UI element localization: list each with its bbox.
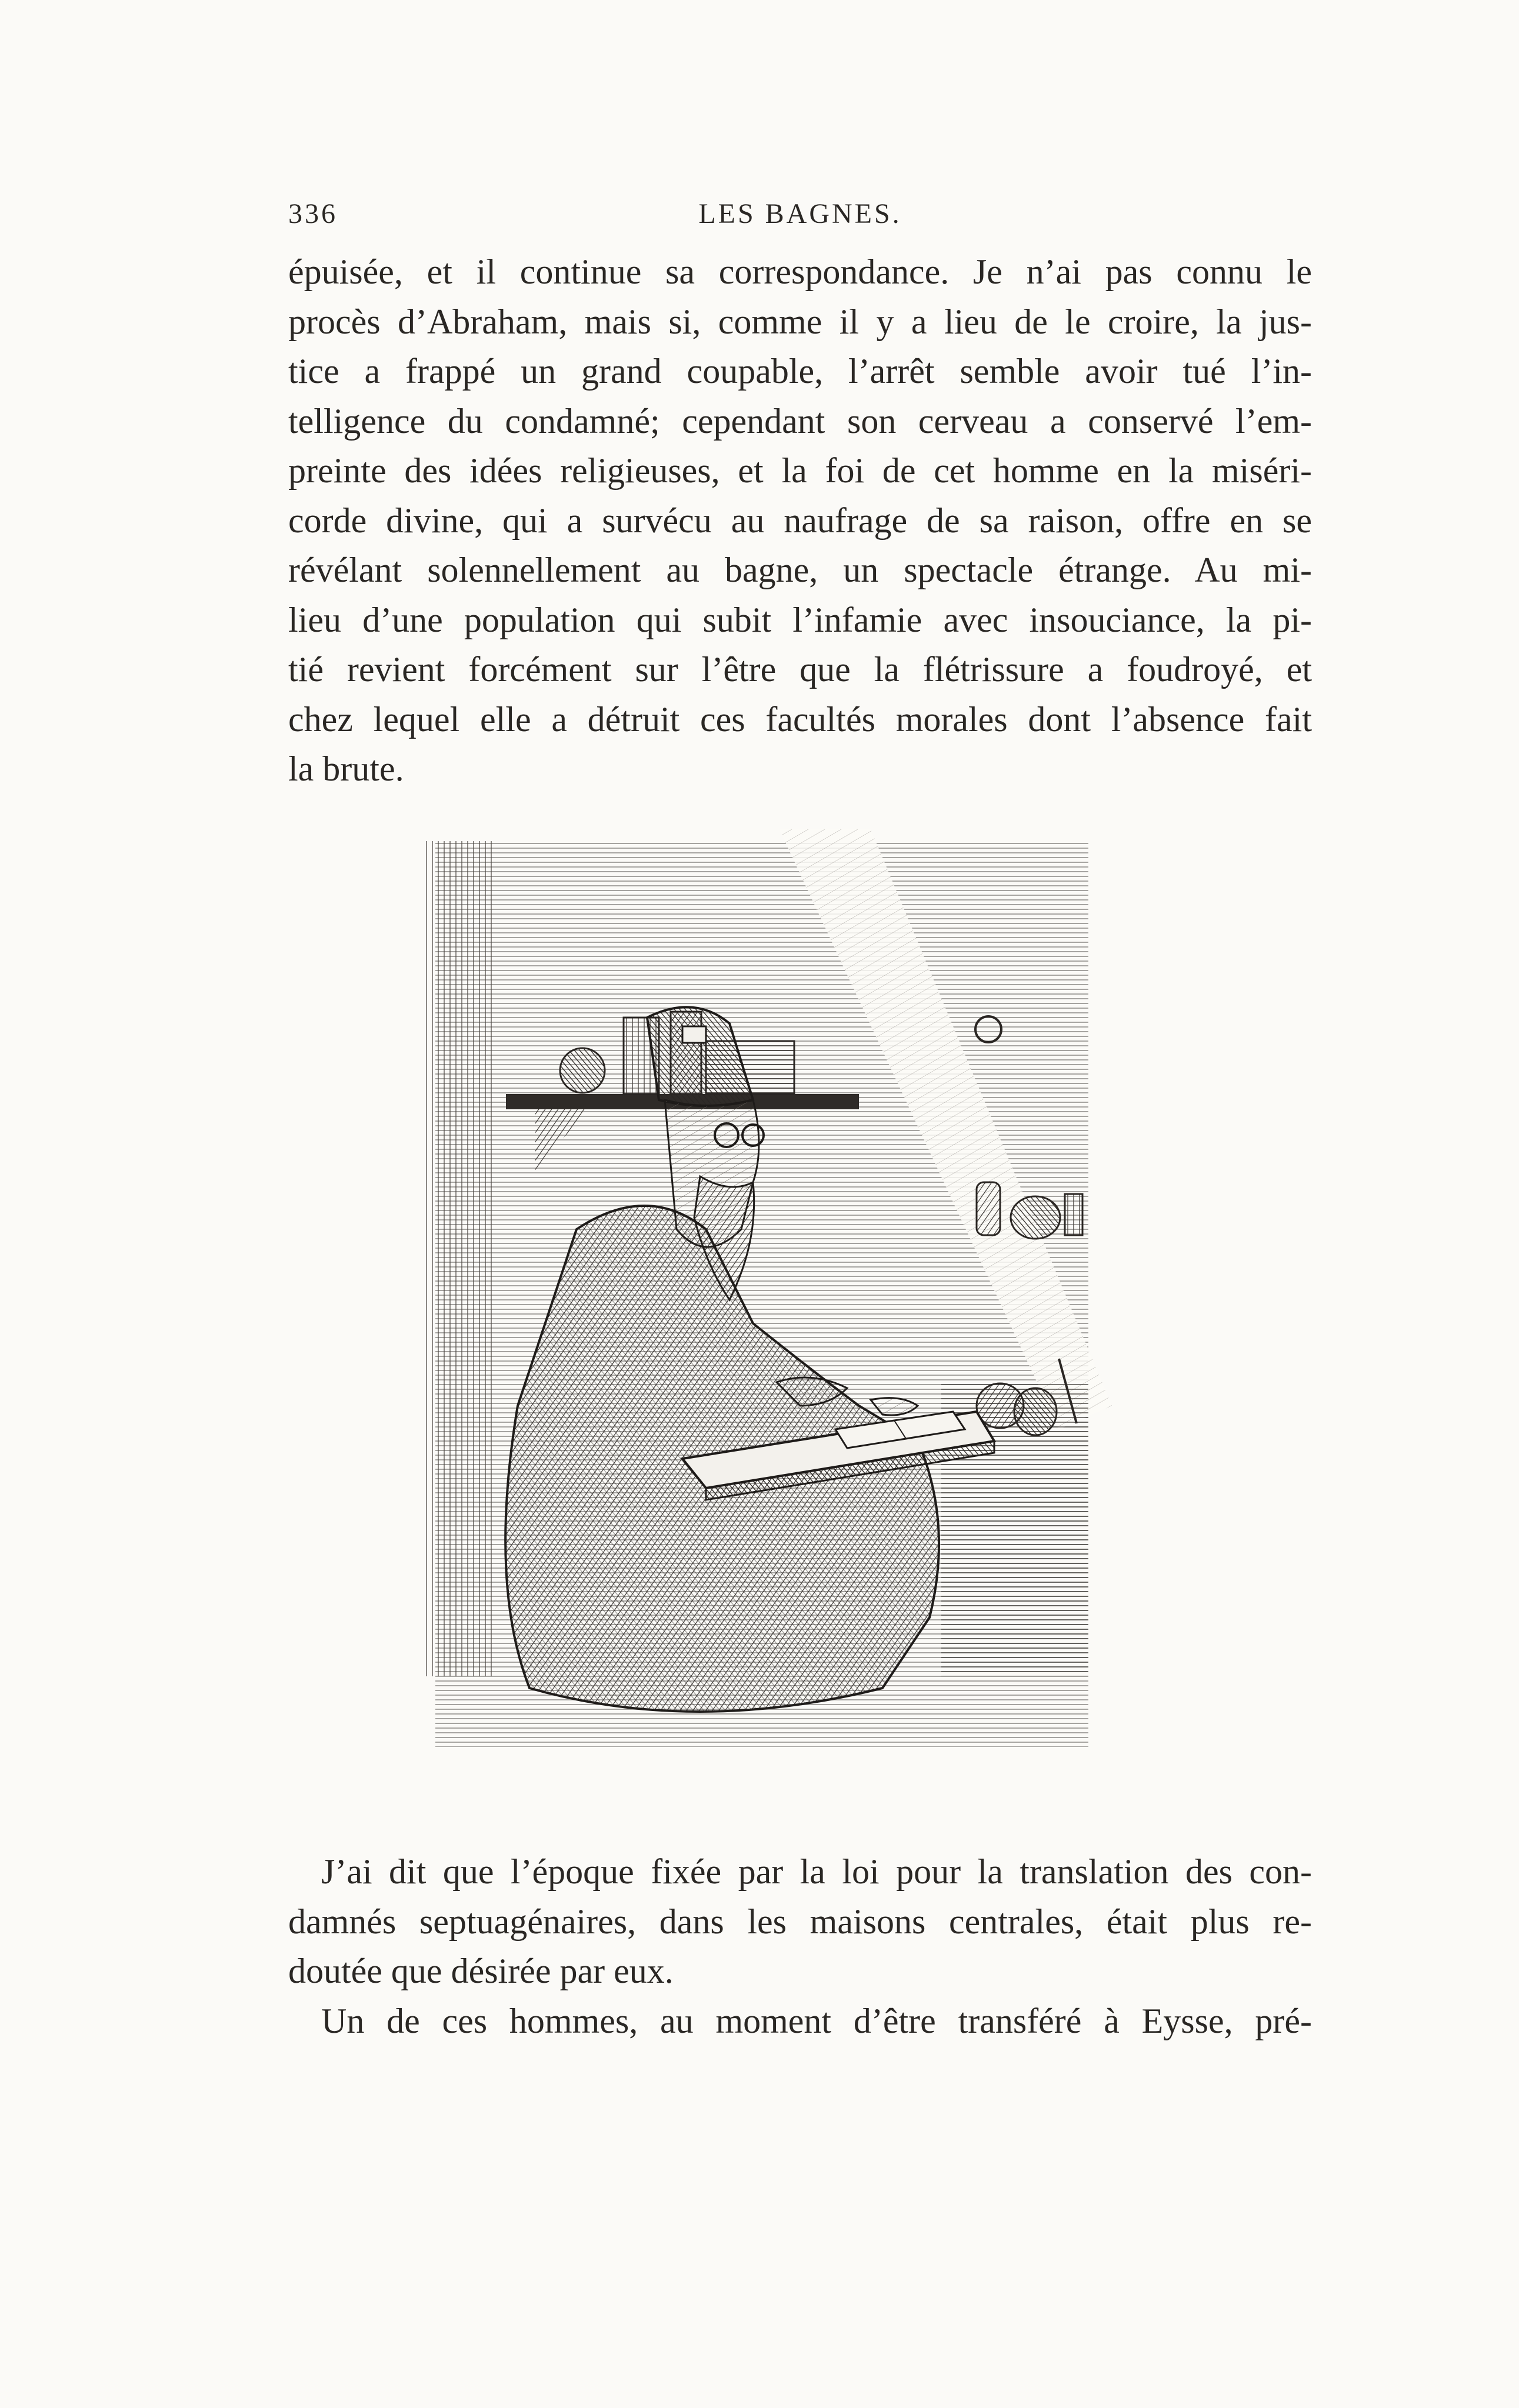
text-line: lieu d’une population qui subit l’infamie avec insouciance, la pi- [288, 600, 1312, 639]
engraving-illustration [400, 818, 1130, 1817]
text-line: telligence du condamné; cependant son cerveau a conservé l’em- [288, 401, 1312, 441]
engraving-old-man-reading-image [400, 818, 1130, 1817]
text-line: la brute. [288, 749, 404, 788]
text-line: tice a frappé un grand coupable, l’arrêt semble avoir tué l’in- [288, 352, 1312, 391]
page-header [288, 198, 1312, 241]
paragraph-1 [288, 247, 1312, 794]
page-number: 336 [288, 198, 338, 229]
text-line: J’ai dit que l’époque fixée par la loi pour la translation des con- [321, 1852, 1312, 1891]
text-line: tié revient forcément sur l’être que la flétrissure a foudroyé, et [288, 650, 1312, 689]
running-title: LES BAGNES. [698, 198, 902, 229]
text-line: épuisée, et il continue sa correspondance. Je n’ai pas connu le [288, 252, 1312, 291]
text-line: chez lequel elle a détruit ces facultés morales dont l’absence fait [288, 699, 1312, 739]
paragraph-3-line: Un de ces hommes, au moment d’être transféré à Eysse, pré- [321, 2001, 1312, 2040]
paragraph-2 [288, 1847, 1312, 2046]
text-line: révélant solennellement au bagne, un spectacle étrange. Au mi- [288, 551, 1312, 589]
text-line: corde divine, qui a survécu au naufrage de sa raison, offre en se [288, 501, 1312, 540]
text-line: damnés septuagénaires, dans les maisons centrales, était plus re- [288, 1902, 1312, 1941]
text-line: preinte des idées religieuses, et la foi de cet homme en la miséri- [288, 451, 1312, 490]
text-line: doutée que désirée par eux. [288, 1952, 674, 1990]
text-line: procès d’Abraham, mais si, comme il y a lieu de le croire, la jus- [288, 302, 1312, 341]
